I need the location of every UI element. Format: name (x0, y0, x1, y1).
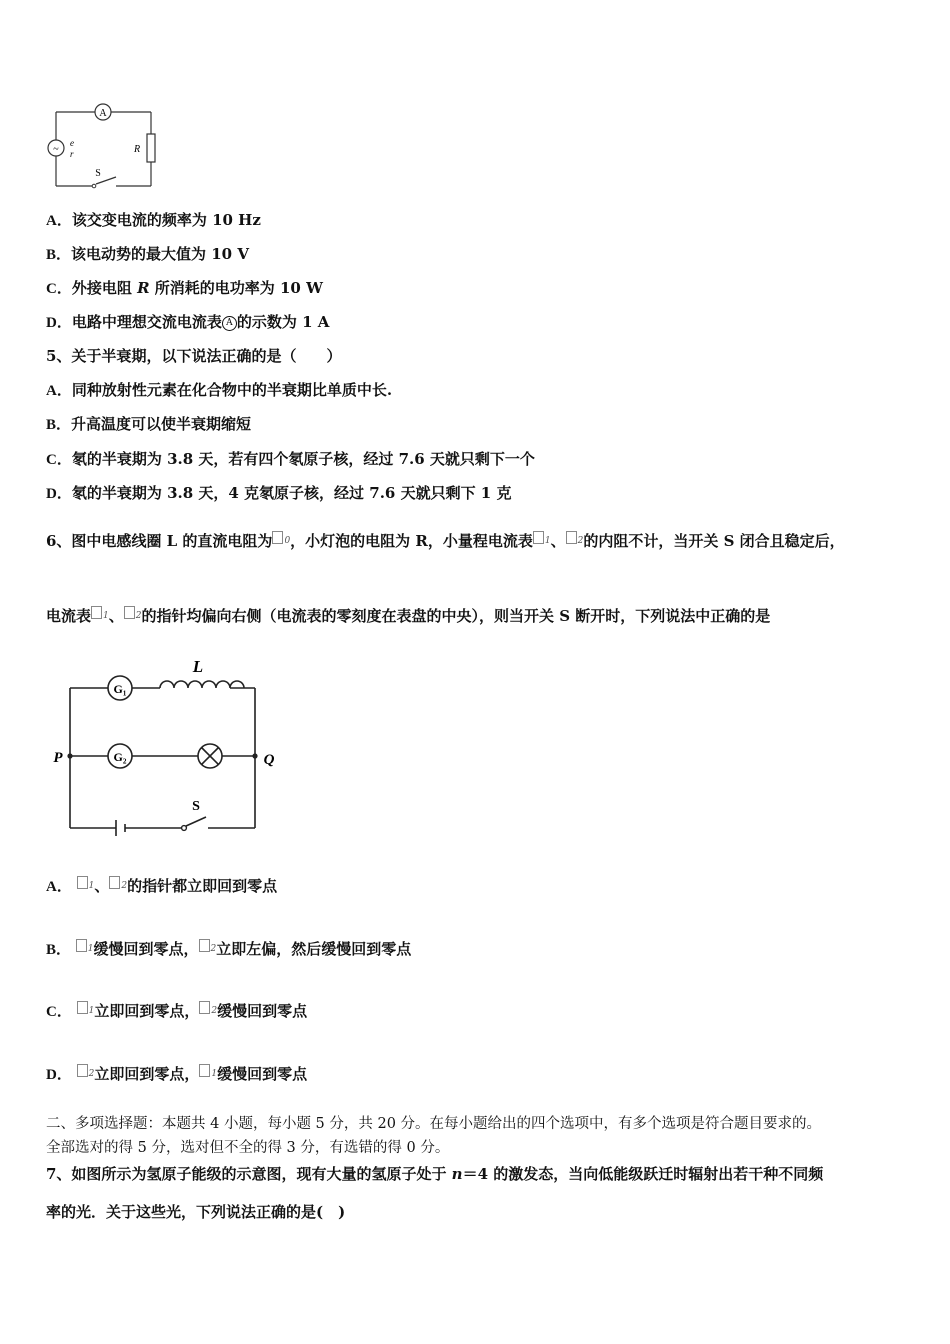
option-text: 升高温度可以使半衰期缩短 (71, 415, 252, 433)
resistor-symbol (147, 134, 155, 162)
option-text: 氡的半衰期为 3.8 天，4 克氡原子核，经过 7.6 天就只剩下 1 克 (71, 484, 512, 502)
ammeter-icon: A (222, 316, 237, 331)
option-label: A． (46, 383, 72, 399)
var-r: R (137, 279, 150, 297)
stem-text: 的内阻不计，当开关 S 闭合且稳定后， (583, 532, 845, 550)
option-mid: 立即回到零点， (94, 1065, 200, 1083)
q5-option-b (46, 414, 251, 435)
switch-contact (92, 184, 96, 188)
q4-option-d (46, 312, 329, 333)
option-label: D． (46, 315, 72, 331)
subscript: 1 (88, 881, 95, 891)
option-text: 的指针都立即回到零点 (127, 877, 278, 895)
separator: 、 (108, 607, 124, 625)
option-text: 该交变电流的频率为 10 Hz (71, 211, 261, 229)
stem-text: 电流表 (46, 607, 92, 625)
option-label: B． (46, 417, 72, 433)
option-text: 该电动势的最大值为 10 V (71, 245, 249, 263)
q5-option-c (46, 449, 535, 470)
option-label: D． (46, 486, 72, 502)
option-mid: 缓慢回到零点， (93, 940, 199, 958)
q6-option-b (46, 939, 411, 960)
option-text: 缓慢回到零点 (217, 1002, 308, 1020)
circuit-figure-2 (46, 652, 286, 842)
formula-placeholder-icon (199, 1001, 210, 1014)
stem-text: ＝4 的激发态，当向低能级跃迁时辐射出若干种不同频 (462, 1165, 824, 1183)
formula-placeholder-icon (199, 939, 210, 952)
internal-r-label: r (70, 149, 74, 159)
emf-label: e (70, 138, 74, 148)
node-p-dot (67, 753, 72, 758)
q6-option-a (46, 876, 277, 897)
option-text: 氡的半衰期为 3.8 天，若有四个氡原子核，经过 7.6 天就只剩下一个 (71, 450, 535, 468)
subscript: 2 (121, 881, 128, 891)
subscript: 1 (87, 944, 94, 954)
q7-stem-line1 (46, 1164, 823, 1184)
option-text-rest: 所消耗的电功率为 10 W (149, 279, 323, 297)
option-text: 同种放射性元素在化合物中的半衰期比单质中长. (71, 381, 393, 399)
q6-option-d (46, 1064, 307, 1085)
formula-placeholder-icon (566, 531, 577, 544)
var-n: n (451, 1165, 463, 1183)
q4-option-a (46, 210, 261, 231)
inductor-coil (160, 681, 244, 688)
option-label: C． (46, 452, 72, 468)
subscript: 2 (211, 1006, 218, 1016)
stem-text: ，小灯泡的电阻为 R，小量程电流表 (290, 532, 533, 550)
node-q-label: Q (263, 752, 275, 768)
option-label: B． (46, 247, 72, 263)
option-text: 外接电阻 (71, 279, 138, 297)
option-label: C． (46, 281, 72, 297)
q6-option-c (46, 1001, 307, 1022)
subscript: 1 (544, 536, 551, 546)
q4-option-b (46, 244, 249, 265)
option-label: A． (46, 879, 72, 895)
galvanometer-g1-label: G₁ (113, 682, 127, 696)
subscript: 1 (103, 611, 109, 621)
q6-stem-line2 (46, 606, 770, 626)
galvanometer-g2-label: G₂ (113, 750, 127, 764)
formula-placeholder-icon (533, 531, 544, 544)
section2-heading-line2: 全部选对的得 5 分，选对但不全的得 3 分，有选错的得 0 分。 (46, 1140, 450, 1156)
option-mid: 立即回到零点， (94, 1002, 200, 1020)
switch-label: S (95, 168, 101, 179)
separator: 、 (550, 532, 566, 550)
subscript: 2 (577, 536, 584, 546)
option-label: A． (46, 213, 72, 229)
ammeter-label: A (99, 108, 107, 119)
formula-placeholder-icon (199, 1064, 210, 1077)
option-label: B． (46, 942, 72, 958)
option-text: 立即左偏，然后缓慢回到零点 (216, 940, 412, 958)
inductor-label: L (192, 657, 204, 676)
formula-placeholder-icon (77, 1064, 88, 1077)
lamp-symbol (198, 744, 222, 768)
switch-contact (182, 826, 187, 831)
subscript: 1 (211, 1069, 218, 1079)
subscript: 1 (88, 1006, 95, 1016)
stem-text: 6、图中电感线圈 L 的直流电阻为 (46, 532, 273, 550)
formula-placeholder-icon (272, 531, 283, 544)
subscript: 2 (135, 611, 142, 621)
q7-stem-line2: 率的光．关于这些光，下列说法正确的是( ) (46, 1203, 346, 1221)
q5-option-d (46, 483, 511, 504)
ac-source-label: ~ (53, 144, 59, 155)
option-text-rest: 的示数为 1 A (236, 313, 330, 331)
option-label: D． (46, 1067, 72, 1083)
option-text: 缓慢回到零点 (217, 1065, 308, 1083)
formula-placeholder-icon (76, 939, 87, 952)
switch-label: S (192, 799, 200, 814)
formula-placeholder-icon (77, 876, 88, 889)
stem-text: 的指针均偏向右侧（电流表的零刻度在表盘的中央），则当开关 S 断开时，下列说法中正确的是 (141, 607, 771, 625)
option-label: C． (46, 1004, 72, 1020)
formula-placeholder-icon (91, 606, 102, 619)
circuit-figure-1 (40, 96, 165, 192)
formula-placeholder-icon (124, 606, 135, 619)
resistor-label: R (133, 144, 141, 155)
node-q-dot (252, 753, 257, 758)
node-p-label: P (53, 750, 63, 766)
stem-text: 7、如图所示为氢原子能级的示意图，现有大量的氢原子处于 (46, 1165, 452, 1183)
formula-placeholder-icon (109, 876, 120, 889)
q5-option-a (46, 380, 392, 401)
q4-option-c (46, 278, 323, 299)
option-mid: 、 (94, 877, 110, 895)
section2-heading-line1: 二、多项选择题：本题共 4 小题，每小题 5 分，共 20 分。在每小题给出的四个选项中，有多个选项是符合题目要求的。 (46, 1116, 822, 1132)
formula-placeholder-icon (77, 1001, 88, 1014)
option-text: 电路中理想交流电流表 (71, 313, 222, 331)
q5-stem: 5、关于半衰期，以下说法正确的是（ ） (46, 347, 342, 365)
q6-stem-line1 (46, 531, 845, 551)
subscript: 2 (88, 1069, 95, 1079)
subscript: 2 (210, 944, 217, 954)
subscript: 0 (284, 536, 291, 546)
